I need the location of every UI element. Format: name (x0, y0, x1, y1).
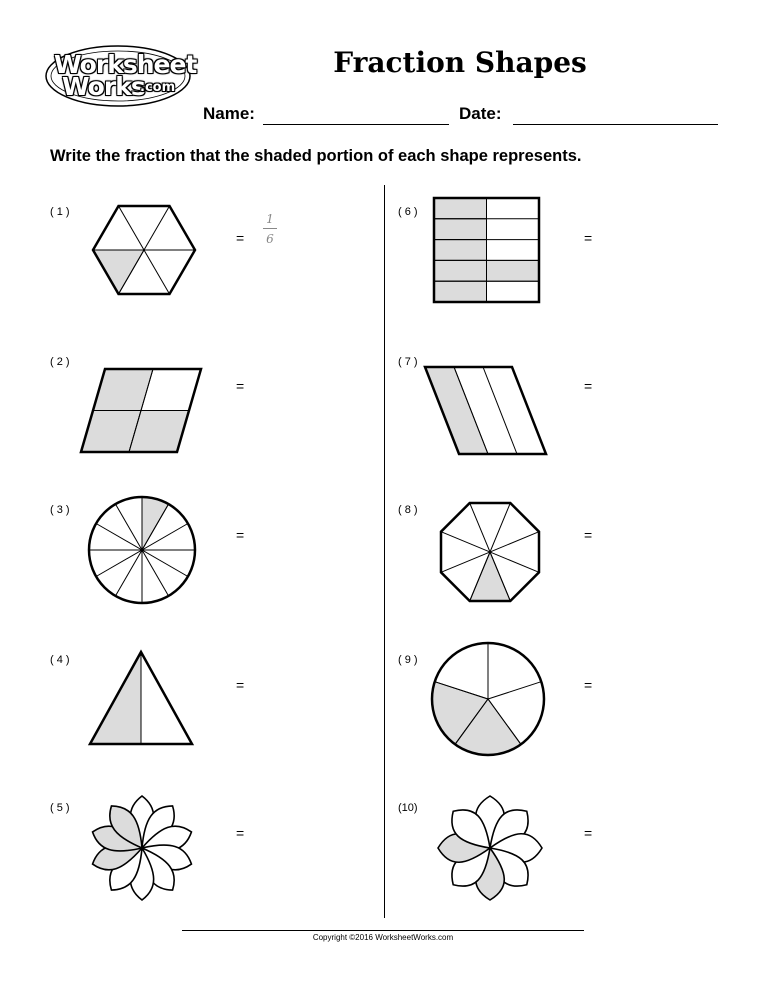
problem-1-denominator: 6 (266, 232, 274, 246)
problem-8-equals: = (584, 527, 593, 543)
problem-7-number: ( 7 ) (398, 356, 418, 368)
column-divider (384, 185, 385, 918)
problem-6-shaded-part (434, 281, 487, 302)
problem-5-number: ( 5 ) (50, 802, 70, 814)
logo-word-2: Works (62, 72, 145, 101)
copyright-text: Copyright ©2016 WorksheetWorks.com (312, 933, 454, 942)
problem-7-shaded-part (425, 367, 488, 454)
problem-3-equals: = (236, 527, 245, 543)
worksheetworks-logo (44, 44, 197, 108)
problem-10-number: (10) (398, 802, 418, 814)
problem-9-equals: = (584, 677, 593, 693)
problem-7-parallelogram (420, 362, 550, 460)
problem-10-flower (432, 790, 548, 906)
logo-suffix: .com (140, 80, 176, 95)
problem-9-circle (431, 642, 545, 756)
problem-1-hexagon (88, 200, 200, 300)
problem-7-equals: = (584, 378, 593, 394)
problem-1-answer[interactable] (259, 212, 281, 246)
date-label: Date: (459, 104, 502, 123)
problem-5-flower (84, 790, 200, 906)
problem-6-equals: = (584, 230, 593, 246)
problem-6-shaded-part (487, 260, 540, 281)
problem-8-shaded-part (470, 552, 511, 601)
footer-rule (182, 930, 584, 931)
problem-6-shaded-part (434, 260, 487, 281)
instructions: Write the fraction that the shaded portion of each shape represents. (50, 147, 582, 165)
problem-1-shaded-part (93, 250, 144, 294)
page-title: Fraction Shapes (333, 46, 587, 79)
problem-6-shaded-part (434, 240, 487, 261)
problem-4-number: ( 4 ) (50, 654, 70, 666)
fraction-bar (263, 228, 277, 229)
problem-8-octagon (434, 496, 546, 608)
problem-4-triangle (86, 648, 198, 748)
problem-2-parallelogram (76, 364, 222, 458)
problem-3-circle (86, 494, 198, 606)
problem-1-number: ( 1 ) (50, 206, 70, 218)
date-field[interactable] (513, 124, 718, 125)
problem-2-number: ( 2 ) (50, 356, 70, 368)
problem-6-rectangle (430, 195, 544, 305)
problem-6-shaded-part (434, 198, 487, 219)
name-field[interactable] (263, 124, 449, 125)
problem-1-equals: = (236, 230, 245, 246)
problem-6-number: ( 6 ) (398, 206, 418, 218)
name-label: Name: (203, 104, 255, 123)
problem-1-numerator: 1 (266, 212, 274, 226)
problem-6-shaded-part (434, 219, 487, 240)
problem-3-number: ( 3 ) (50, 504, 70, 516)
problem-10-equals: = (584, 825, 593, 841)
problem-2-equals: = (236, 378, 245, 394)
logo-word-1: Worksheet (54, 50, 197, 79)
problem-8-number: ( 8 ) (398, 504, 418, 516)
problem-4-equals: = (236, 677, 245, 693)
problem-9-number: ( 9 ) (398, 654, 418, 666)
problem-5-equals: = (236, 825, 245, 841)
